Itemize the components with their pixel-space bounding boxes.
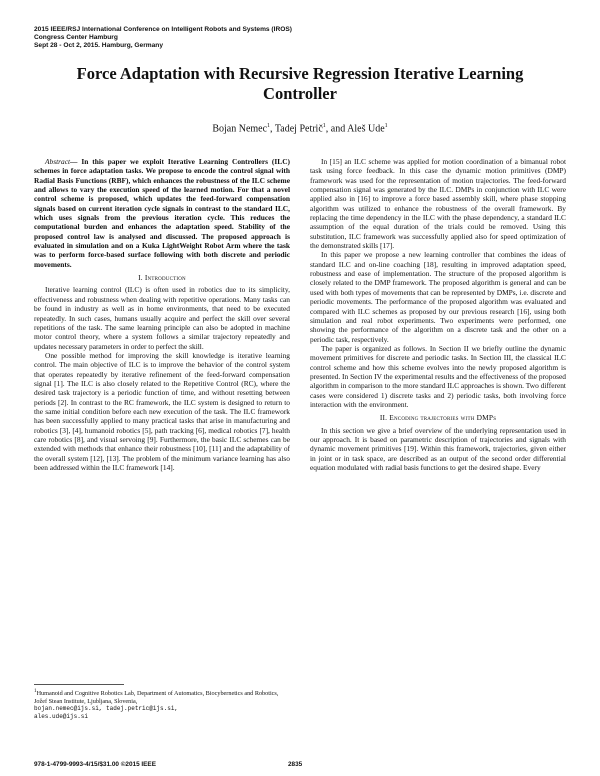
conference-header [34, 26, 434, 51]
left-column [34, 157, 290, 472]
right-paragraph-1: In [15] an ILC scheme was applied for motion coordination of a bimanual robot task using force feedback. In this case the dynamic motion primitives (DMP) framework was used for the representation of motion trajectories. The feed-forward compensation signal was generated by the ILC. DMPs in conjunction with ILC were applied also in [16] to improve a force based assembly skill, where phase stopping algorithm was utilized to enhance the robustness of the overall framework. By replacing the time dependency in the ILC with the phase dependency, a standard ILC assumption of the equal duration of the trials could be removed. Using this substitution, ILC framework was successfully applied also for speed optimization of the demonstrated skills [17]. [310, 157, 566, 251]
paper-title: Force Adaptation with Recursive Regression Iterative Learning Controller [76, 64, 524, 103]
abstract-text: — In this paper we exploit Iterative Learning Controllers (ILC) schemes in force adaptation tasks. We propose to encode the control signal with Radial Basis Functions (RBF), which enhances the robustness of the ILC scheme and allows to vary the execution speed of the learned motion. For that a novel control scheme is proposed, which updates the feed-forward compensation signals based on current iteration cycle signals in contrast to the standard ILC, which uses signals from the previous iteration cycle. This reduces the computational burden and enhances the adaptation speed. Stability of the proposed control law is analysed and discussed. The proposed approach is evaluated in simulation and on a Kuka LightWeight Robot Arm where the task was to perform force-based surface following with both discrete and periodic movements. [34, 157, 290, 269]
section-2-title: Encoding trajectories with DMPs [389, 413, 497, 423]
section-2-heading [310, 413, 566, 422]
footnote-mark: 1 [34, 688, 37, 694]
conference-line-2: Congress Center Hamburg [34, 34, 118, 42]
author-1: Bojan Nemec [212, 123, 268, 135]
section-2-paragraph: In this section we give a brief overview of the underlying representation used in our approach. It is based on parametric description of trajectories and signals with dynamic movement primitives [19]. Within this framework, trajectories, given either in joint or in task space, are described as an output of the second order differential equation modulated with radial basis functions to get the desired shape. Every [310, 425, 566, 472]
right-paragraph-3: The paper is organized as follows. In Section II we briefly outline the dynamic movement primitives for discrete and periodic tasks. In Section III, the classical ILC control scheme and how this scheme evolves into the newly proposed algorithm is presented. In Section IV the experimental results and the effectiveness of the proposed algorithm in comparison to the more standard ILC approaches is shown. Two different cases were considered 1) discrete tasks and 2) periodic tasks, both involving force interaction with the environment. [310, 343, 566, 409]
abstract [34, 157, 290, 269]
right-column [310, 157, 566, 472]
affiliation-footnote [34, 688, 290, 720]
author-2-affil: 1 [322, 123, 326, 129]
conference-line-1: 2015 IEEE/RSJ International Conference on Intelligent Robots and Systems (IROS) [34, 26, 292, 33]
section-2-number: II. [379, 413, 388, 423]
isbn-copyright: 978-1-4799-9993-4/15/$31.00 ©2015 IEEE [34, 761, 156, 768]
author-list: Bojan Nemec$^1$, Tadej Petrič$^1$, and Aleš Ude$^1$ [212, 123, 388, 135]
author-1-affil: 1 [267, 123, 271, 129]
author-2: Tadej Petrič [274, 123, 323, 135]
footnote-emails-1: bojan.nemec@ijs.si, tadej.petric@ijs.si, [34, 705, 179, 713]
author-3: and Aleš Ude [330, 123, 385, 135]
footnote-emails-2: ales.ude@ijs.si [34, 712, 89, 720]
right-paragraph-2: In this paper we propose a new learning controller that combines the ideas of standard ILC and on-line coaching [18], resulting in improved adaptation speed, robustness and ease of implementation. The structure of the proposed algorithm is closely related to the DMP framework. The proposed algorithm is general and can be used with both types of movements that can be represented by DMPs, i.e. discrete and periodic movements. The performance of the proposed algorithm was evaluated and compared with ILC schemes as proposed by our previous research [16], using both simulation and real robot experiments. Two experiments were performed, one showing the performance of the algorithm on a discrete task and the other on a periodic task, respectively. [310, 250, 566, 344]
author-3-affil: 1 [384, 123, 388, 129]
intro-paragraph-2: One possible method for improving the skill knowledge is iterative learning control. The main objective of ILC is to improve the behavior of the control system that operates repeatedly by iterative refinement of the feed-forward compensation signal [1]. The ILC is also closely related to the Repetitive Control (RC), where the desired task trajectory is a periodic function of time, and without resetting between periods [2]. In contrast to the RC framework, the ILC system is designed to return to the same initial condition before each new execution of the task. The ILC framework has been successfully applied to many practical tasks that arise in manufacturing and robotics [3], [4], humanoid robotics [5], path tracking [6], medical robotics [7], health care robotics [8], and visual servoing [9]. Furthermore, the basic ILC schemes can be extended with methods that enhance their robustness [10], [11] and the adaptability of the overall system [12], [13]. The problem of the minimum variance learning has also been addressed within the ILC framework [14]. [34, 350, 290, 472]
footnote-text: Humanoid and Cognitive Robotics Lab, Department of Automatics, Biocybernetics and Robotics, Jožef Stean Institute, Ljubljana, Slovenia, [34, 690, 279, 705]
intro-paragraph-1: Iterative learning control (ILC) is often used in robotics due to its simplicity, effectiveness and robustness when dealing with repetitive operations. Many tasks can be found in industry as well as in home environments, that need to be executed repeatedly. In such cases, humans usually acquire and perfect the skill over several repetitions of the task. The same learning principle can also be adopted in machine motor control theory, where a system follows a similar trajectory repeatedly and updates necessary parameters in order to perfect the skill. [34, 285, 290, 351]
page-number: 2835 [288, 761, 303, 768]
abstract-lead: Abstract [45, 157, 71, 166]
section-1-title: Introduction [144, 273, 186, 283]
section-1-number: I. [138, 273, 143, 283]
footnote-rule [34, 684, 124, 685]
section-1-heading [34, 273, 290, 282]
conference-line-3: Sept 28 - Oct 2, 2015. Hamburg, Germany [34, 42, 163, 50]
